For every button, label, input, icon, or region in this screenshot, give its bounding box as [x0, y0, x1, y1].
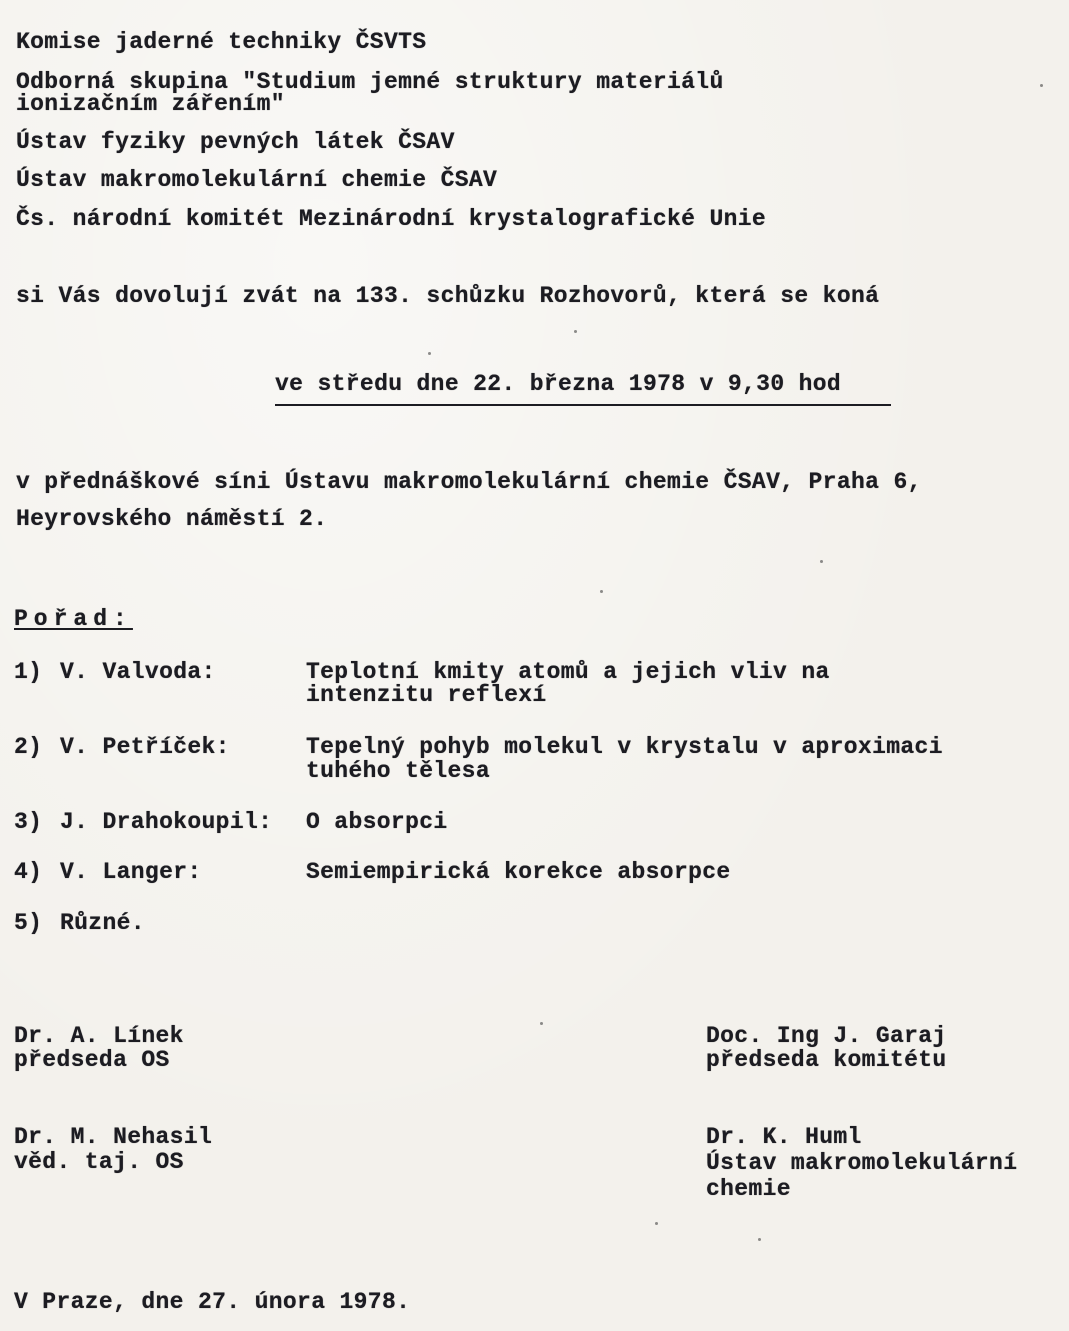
- paper-speck: [820, 560, 823, 563]
- signatory-2-role: předseda komitétu: [706, 1047, 947, 1073]
- program-item-5-text: Různé.: [60, 910, 145, 936]
- organizer-2-line-2: ionizačním zářením": [16, 91, 285, 117]
- program-item-3-number: 3): [14, 809, 43, 835]
- signatory-4-role-line-2: chemie: [706, 1176, 791, 1202]
- program-item-4-title: Semiempirická korekce absorpce: [306, 859, 731, 885]
- signatory-1-role: předseda OS: [14, 1047, 170, 1073]
- program-item-4-speaker: V. Langer:: [60, 859, 202, 885]
- invitation-text: si Vás dovolují zvát na 133. schůzku Rozhovorů, která se koná: [16, 283, 880, 309]
- organizer-1: Komise jaderné techniky ČSVTS: [16, 29, 427, 55]
- program-item-1-title-line-1: Teplotní kmity atomů a jejich vliv na: [306, 659, 830, 685]
- program-item-3-speaker: J. Drahokoupil:: [60, 809, 273, 835]
- program-item-2-title-line-2: tuhého tělesa: [306, 758, 490, 784]
- paper-speck: [1040, 84, 1043, 87]
- paper-speck: [655, 1222, 658, 1225]
- paper-speck: [428, 352, 431, 355]
- program-item-1-speaker: V. Valvoda:: [60, 659, 216, 685]
- program-item-2-number: 2): [14, 734, 43, 760]
- paper-speck: [574, 330, 577, 333]
- program-item-3-title: O absorpci: [306, 809, 448, 835]
- program-item-4-number: 4): [14, 859, 43, 885]
- paper-speck: [540, 1022, 543, 1025]
- program-heading: Pořad:: [14, 606, 133, 632]
- organizer-5: Čs. národní komitét Mezinárodní krystalografické Unie: [16, 206, 767, 232]
- program-item-5-number: 5): [14, 910, 43, 936]
- program-item-1-title-line-2: intenzitu reflexí: [306, 682, 547, 708]
- place-and-date: V Praze, dne 27. února 1978.: [14, 1289, 411, 1315]
- signatory-2-name: Doc. Ing J. Garaj: [706, 1023, 947, 1049]
- program-item-1-number: 1): [14, 659, 43, 685]
- signatory-3-role: věd. taj. OS: [14, 1149, 184, 1175]
- organizer-4: Ústav makromolekulární chemie ČSAV: [16, 167, 498, 193]
- program-item-2-speaker: V. Petříček:: [60, 734, 230, 760]
- venue-line-2: Heyrovského náměstí 2.: [16, 506, 328, 532]
- signatory-4-name: Dr. K. Huml: [706, 1124, 862, 1150]
- signatory-3-name: Dr. M. Nehasil: [14, 1124, 213, 1150]
- program-item-2-title-line-1: Tepelný pohyb molekul v krystalu v aproximaci: [306, 734, 943, 760]
- organizer-3: Ústav fyziky pevných látek ČSAV: [16, 129, 455, 155]
- organizer-2-line-1: Odborná skupina "Studium jemné struktury materiálů: [16, 69, 724, 95]
- meeting-date-underline: [275, 404, 891, 406]
- meeting-date: ve středu dne 22. března 1978 v 9,30 hod: [275, 371, 842, 397]
- paper-speck: [758, 1238, 761, 1241]
- venue-line-1: v přednáškové síni Ústavu makromolekulární chemie ČSAV, Praha 6,: [16, 469, 922, 495]
- paper-speck: [600, 590, 603, 593]
- signatory-4-role-line-1: Ústav makromolekulární: [706, 1150, 1018, 1176]
- signatory-1-name: Dr. A. Línek: [14, 1023, 184, 1049]
